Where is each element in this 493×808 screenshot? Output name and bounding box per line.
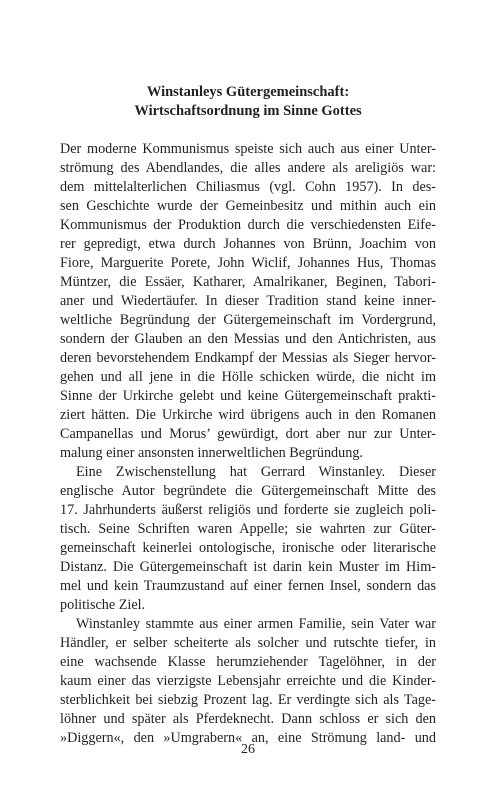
text-line: löhner und später als Pferdeknecht. Dann schloss er sich den (60, 711, 436, 727)
text-line: Eine Zwischenstellung hat Gerrard Winstanley. Dieser (76, 464, 436, 480)
text-line: sterblichkeit bei siebzig Prozent lag. Er verdingte sich als Tage- (60, 692, 436, 708)
text-line: eine wachsende Klasse herumziehender Tagelöhner, in der (60, 654, 436, 670)
text-line: Kommunismus der Produktion durch die verschiedensten Eife- (60, 217, 436, 233)
text-line: Winstanley stammte aus einer armen Familie, sein Vater war (76, 616, 436, 632)
text-line: Campanellas und Morus’ gewürdigt, dort aber nur zur Unter- (60, 426, 436, 442)
text-line: politische Ziel. (60, 597, 146, 613)
page-number: 26 (241, 742, 255, 757)
text-line: strömung des Abendlandes, die alles andere als areligiös war: (60, 160, 436, 176)
text-line: Sinne der Urkirche gelebt und keine Gütergemeinschaft prakti- (60, 388, 436, 404)
text-line: weltliche Begründung der Gütergemeinschaft im Vordergrund, (60, 312, 436, 328)
text-line: 17. Jahrhunderts äußerst religiös und forderte sie zugleich poli- (60, 502, 436, 518)
text-line: Händler, er selber scheiterte als solcher und rutschte tiefer, in (60, 635, 436, 651)
text-line: englische Autor begründete die Gütergemeinschaft Mitte des (60, 483, 436, 499)
text-line: mel und kein Traumzustand auf einer fernen Insel, sondern das (60, 578, 436, 594)
text-line: sondern der Glauben an den Messias und den Antichristen, aus (60, 331, 436, 347)
text-line: rer gepredigt, etwa durch Johannes von Brünn, Joachim von (60, 236, 436, 252)
text-line: kaum einer das vierzigste Lebensjahr erreichte und die Kinder- (60, 673, 436, 689)
section-title-line-2: Wirtschaftsordnung im Sinne Gottes (134, 103, 362, 119)
text-line: ziert hätten. Die Urkirche wird übrigens auch in den Romanen (60, 407, 436, 423)
section-title-line-1: Winstanleys Gütergemeinschaft: (146, 84, 350, 100)
text-line: tisch. Seine Schriften waren Appelle; sie wahrten zur Güter- (60, 521, 436, 537)
text-line: gemeinschaft keinerlei ontologische, ironische oder literarische (60, 540, 436, 556)
text-line: Müntzer, die Essäer, Katharer, Amalrikaner, Beginen, Tabori- (60, 274, 436, 290)
text-line: dem mittelalterlichen Chiliasmus (vgl. Cohn 1957). In des- (60, 179, 436, 195)
text-line: malung einer ansonsten innerweltlichen Begründung. (60, 445, 363, 461)
text-line: Fiore, Marguerite Porete, John Wiclif, Johannes Hus, Thomas (60, 255, 436, 271)
text-line: Distanz. Die Gütergemeinschaft ist darin kein Muster im Him- (60, 559, 436, 575)
text-line: deren bevorstehendem Endkampf der Messias als Sieger hervor- (60, 350, 436, 366)
text-line: »Diggern«, den »Umgrabern« an, eine Strömung land- und (60, 730, 436, 746)
text-line: aner und Wiedertäufer. In dieser Tradition stand keine inner- (60, 293, 436, 309)
text-line: sen Geschichte wurde der Gemeinbesitz und mithin auch ein (60, 198, 436, 214)
text-line: gehen und all jene in die Hölle schicken würde, die nicht im (60, 369, 436, 385)
text-line: Der moderne Kommunismus speiste sich auch aus einer Unter- (60, 141, 436, 157)
